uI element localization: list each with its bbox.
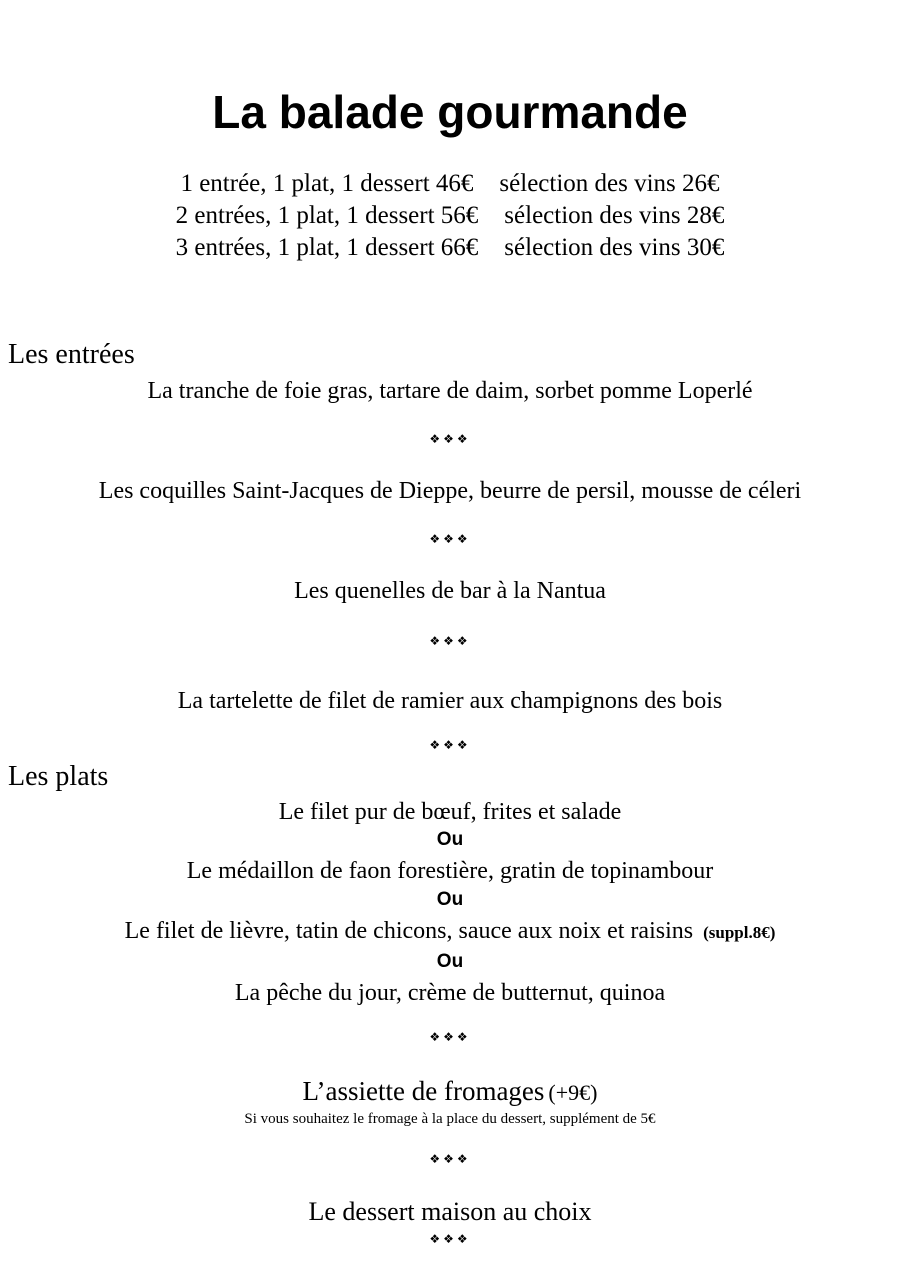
menu-item: [0, 916, 900, 948]
cheese-course-name: L’assiette de fromages: [302, 1076, 545, 1106]
or-label: Ou: [436, 829, 464, 850]
menu-item: Les coquilles Saint-Jacques de Dieppe, beurre de persil, mousse de céleri: [98, 478, 802, 504]
diamond-separator-icon: ❖❖❖: [429, 1152, 471, 1166]
cheese-note: Si vous souhaitez le fromage à la place du dessert, supplément de 5€: [244, 1111, 656, 1127]
diamond-separator-icon: ❖❖❖: [429, 432, 471, 446]
diamond-separator-icon: ❖❖❖: [429, 634, 471, 648]
formula-wine: sélection des vins 30€: [504, 234, 725, 261]
cheese-price-suffix: (+9€): [548, 1080, 598, 1105]
or-label: Ou: [436, 889, 464, 910]
or-label: Ou: [436, 951, 464, 972]
formula-block: [0, 168, 900, 264]
menu-item: Le filet pur de bœuf, frites et salade: [278, 799, 622, 825]
diamond-separator-icon: ❖❖❖: [429, 738, 471, 752]
menu-item-text: Le filet de lièvre, tatin de chicons, sauce aux noix et raisins: [124, 918, 694, 944]
formula-wine: sélection des vins 28€: [504, 202, 725, 229]
diamond-separator-icon: ❖❖❖: [429, 1232, 471, 1246]
formula-combo: 3 entrées, 1 plat, 1 dessert 66€: [175, 234, 479, 261]
menu-item: La tartelette de filet de ramier aux champignons des bois: [177, 688, 723, 714]
diamond-separator-icon: ❖❖❖: [429, 532, 471, 546]
dessert-line: Le dessert maison au choix: [308, 1197, 592, 1226]
menu-item: Les quenelles de bar à la Nantua: [294, 578, 606, 604]
menu-item: La tranche de foie gras, tartare de daim, sorbet pomme Loperlé: [147, 378, 753, 404]
supplement-label: (suppl.8€): [703, 923, 776, 942]
formula-row: [0, 200, 900, 232]
menu-item: La pêche du jour, crème de butternut, quinoa: [234, 980, 666, 1006]
menu-item: Le médaillon de faon forestière, gratin de topinambour: [186, 858, 714, 884]
diamond-separator-icon: ❖❖❖: [429, 1030, 471, 1044]
cheese-course-line: [0, 1074, 900, 1110]
formula-wine: sélection des vins 26€: [499, 170, 720, 197]
section-heading-plats: Les plats: [8, 761, 109, 792]
formula-row: [0, 232, 900, 264]
section-heading-entrees: Les entrées: [8, 339, 135, 370]
formula-combo: 2 entrées, 1 plat, 1 dessert 56€: [175, 202, 479, 229]
page-title: La balade gourmande: [212, 86, 688, 138]
formula-row: [0, 168, 900, 200]
formula-combo: 1 entrée, 1 plat, 1 dessert 46€: [180, 170, 474, 197]
